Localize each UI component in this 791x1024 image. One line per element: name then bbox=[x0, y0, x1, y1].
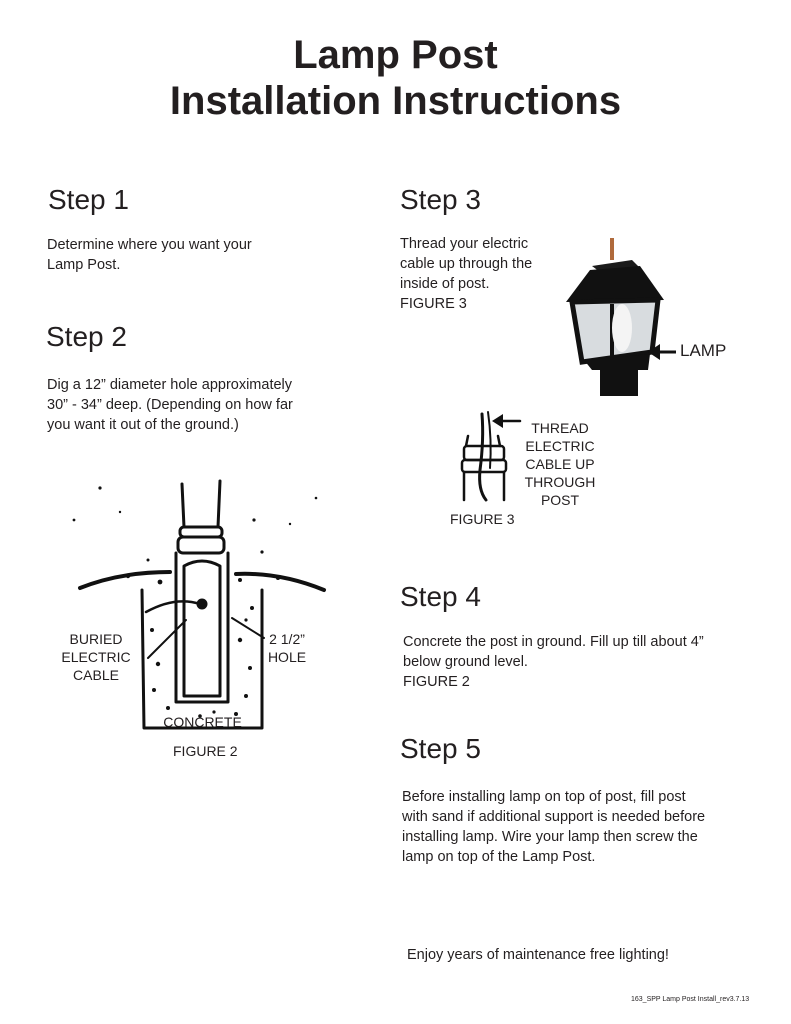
step-3-line-2: cable up through the bbox=[400, 256, 533, 272]
step-1-line-1: Determine where you want your bbox=[47, 237, 252, 253]
step-4-line-2: below ground level. bbox=[403, 654, 528, 670]
thread-label-line-2: ELECTRIC bbox=[525, 438, 595, 454]
step-4-line-3: FIGURE 2 bbox=[403, 674, 470, 690]
step-3-line-3: inside of post. bbox=[400, 276, 490, 292]
step-5-line-3: installing lamp. Wire your lamp then screw the bbox=[402, 829, 698, 845]
step-2-line-1: Dig a 12” diameter hole approximately bbox=[47, 377, 293, 393]
step-5-heading: Step 5 bbox=[400, 733, 481, 764]
step-5-line-2: with sand if additional support is needed before bbox=[402, 809, 706, 825]
figure-2-caption: FIGURE 2 bbox=[173, 743, 238, 759]
step-3-line-1: Thread your electric bbox=[400, 236, 529, 252]
thread-label-line-3: CABLE UP bbox=[525, 456, 595, 472]
step-4-heading: Step 4 bbox=[400, 581, 481, 612]
cable-label-line-1: BURIED bbox=[69, 631, 123, 647]
lamp-label: LAMP bbox=[680, 341, 727, 360]
step-2-line-3: you want it out of the ground.) bbox=[47, 417, 239, 433]
cable-label-line-2: ELECTRIC bbox=[61, 649, 131, 665]
step-5-line-1: Before installing lamp on top of post, fill post bbox=[402, 789, 686, 805]
figure-3-caption: FIGURE 3 bbox=[450, 511, 515, 527]
figure-3-thread-label bbox=[520, 419, 600, 509]
step-4-line-1: Concrete the post in ground. Fill up till about 4” bbox=[403, 634, 704, 650]
step-2-line-2: 30” - 34” deep. (Depending on how far bbox=[47, 397, 293, 413]
hole-label-line-1: 2 1/2” bbox=[269, 631, 305, 647]
step-3-line-4: FIGURE 3 bbox=[400, 296, 467, 312]
footer-revision: 163_SPP Lamp Post Install_rev3.7.13 bbox=[631, 996, 750, 1003]
thread-label-line-1: THREAD bbox=[531, 420, 589, 436]
hole-label-line-2: HOLE bbox=[267, 649, 307, 665]
step-2-heading: Step 2 bbox=[46, 321, 127, 352]
fig3-collar-bottom bbox=[462, 460, 506, 472]
step-5-line-4: lamp on top of the Lamp Post. bbox=[402, 849, 596, 865]
thread-label-line-4: THROUGH bbox=[524, 474, 596, 490]
fig3-collar-top bbox=[464, 446, 504, 460]
fig3-arrow-head bbox=[492, 414, 503, 428]
thread-label-line-5: POST bbox=[540, 492, 580, 508]
closing-message: Enjoy years of maintenance free lighting! bbox=[407, 947, 669, 963]
title-line-2: Installation Instructions bbox=[169, 79, 622, 123]
title-line-1: Lamp Post bbox=[293, 33, 498, 77]
step-3-heading: Step 3 bbox=[400, 184, 481, 215]
figure-2-concrete-label: CONCRETE bbox=[163, 714, 242, 730]
step-1-heading: Step 1 bbox=[48, 184, 129, 215]
cable-label-line-3: CABLE bbox=[73, 667, 119, 683]
fig3-cable bbox=[480, 414, 486, 500]
step-1-line-2: Lamp Post. bbox=[47, 257, 121, 273]
